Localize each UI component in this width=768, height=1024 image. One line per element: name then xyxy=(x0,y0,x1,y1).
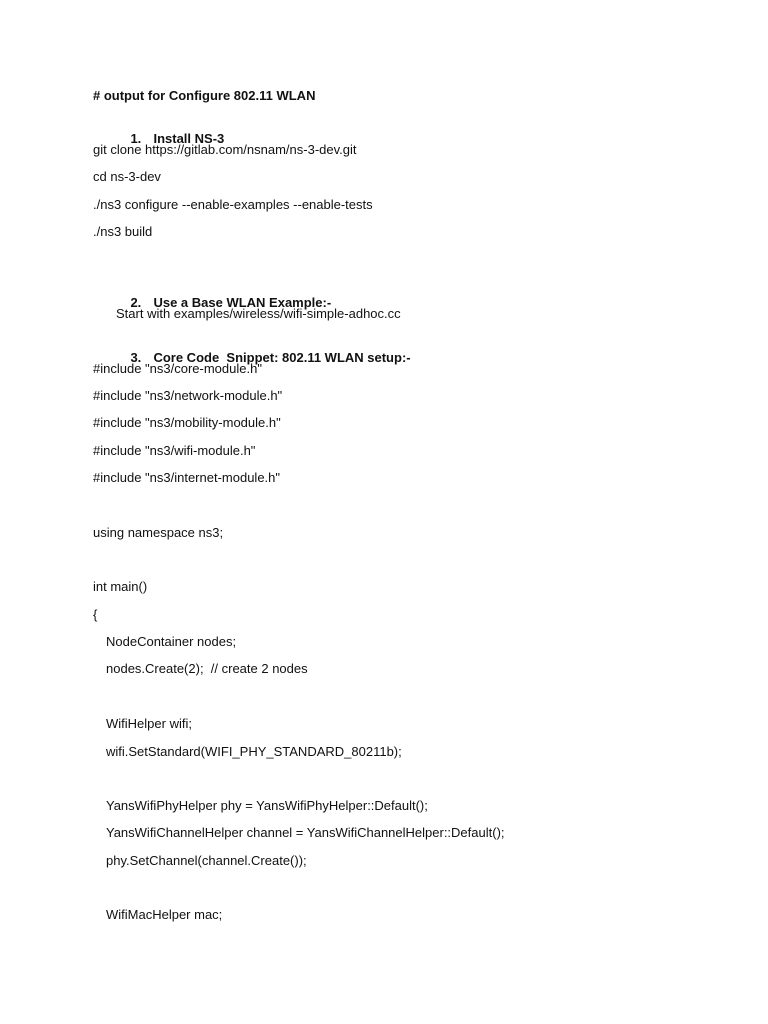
step-3-number: 3. xyxy=(130,350,142,365)
install-command-cd: cd ns-3-dev xyxy=(93,169,161,184)
step-1-number: 1. xyxy=(130,131,142,146)
step-2-number: 2. xyxy=(130,295,142,310)
install-command-configure: ./ns3 configure --enable-examples --enable-tests xyxy=(93,197,373,212)
code-main-signature: int main() xyxy=(93,579,148,594)
install-command-build: ./ns3 build xyxy=(93,224,153,239)
code-include-network: #include "ns3/network-module.h" xyxy=(93,388,283,403)
code-phy-set-channel: phy.SetChannel(channel.Create()); xyxy=(106,853,307,868)
step-1-title: Install NS-3 xyxy=(153,131,225,146)
code-channel-helper: YansWifiChannelHelper channel = YansWifiChannelHelper::Default(); xyxy=(106,825,505,840)
code-nodes-create: nodes.Create(2); // create 2 nodes xyxy=(106,661,308,676)
code-mac-helper: WifiMacHelper mac; xyxy=(106,907,223,922)
code-phy-helper: YansWifiPhyHelper phy = YansWifiPhyHelper::Default(); xyxy=(106,798,428,813)
code-using-namespace: using namespace ns3; xyxy=(93,525,224,540)
code-open-brace: { xyxy=(93,607,98,622)
document-heading: # output for Configure 802.11 WLAN xyxy=(93,88,316,103)
code-include-wifi: #include "ns3/wifi-module.h" xyxy=(93,443,256,458)
code-include-internet: #include "ns3/internet-module.h" xyxy=(93,470,281,485)
install-command-git-clone: git clone https://gitlab.com/nsnam/ns-3-dev.git xyxy=(93,142,357,157)
example-note: Start with examples/wireless/wifi-simple-adhoc.cc xyxy=(116,306,401,321)
code-include-mobility: #include "ns3/mobility-module.h" xyxy=(93,415,281,430)
step-2-title: Use a Base WLAN Example:- xyxy=(153,295,332,310)
step-3-title: Core Code Snippet: 802.11 WLAN setup:- xyxy=(153,350,411,365)
code-wifi-set-standard: wifi.SetStandard(WIFI_PHY_STANDARD_80211b); xyxy=(106,744,402,759)
code-node-container: NodeContainer nodes; xyxy=(106,634,237,649)
code-wifi-helper: WifiHelper wifi; xyxy=(106,716,192,731)
code-include-core: #include "ns3/core-module.h" xyxy=(93,361,262,376)
